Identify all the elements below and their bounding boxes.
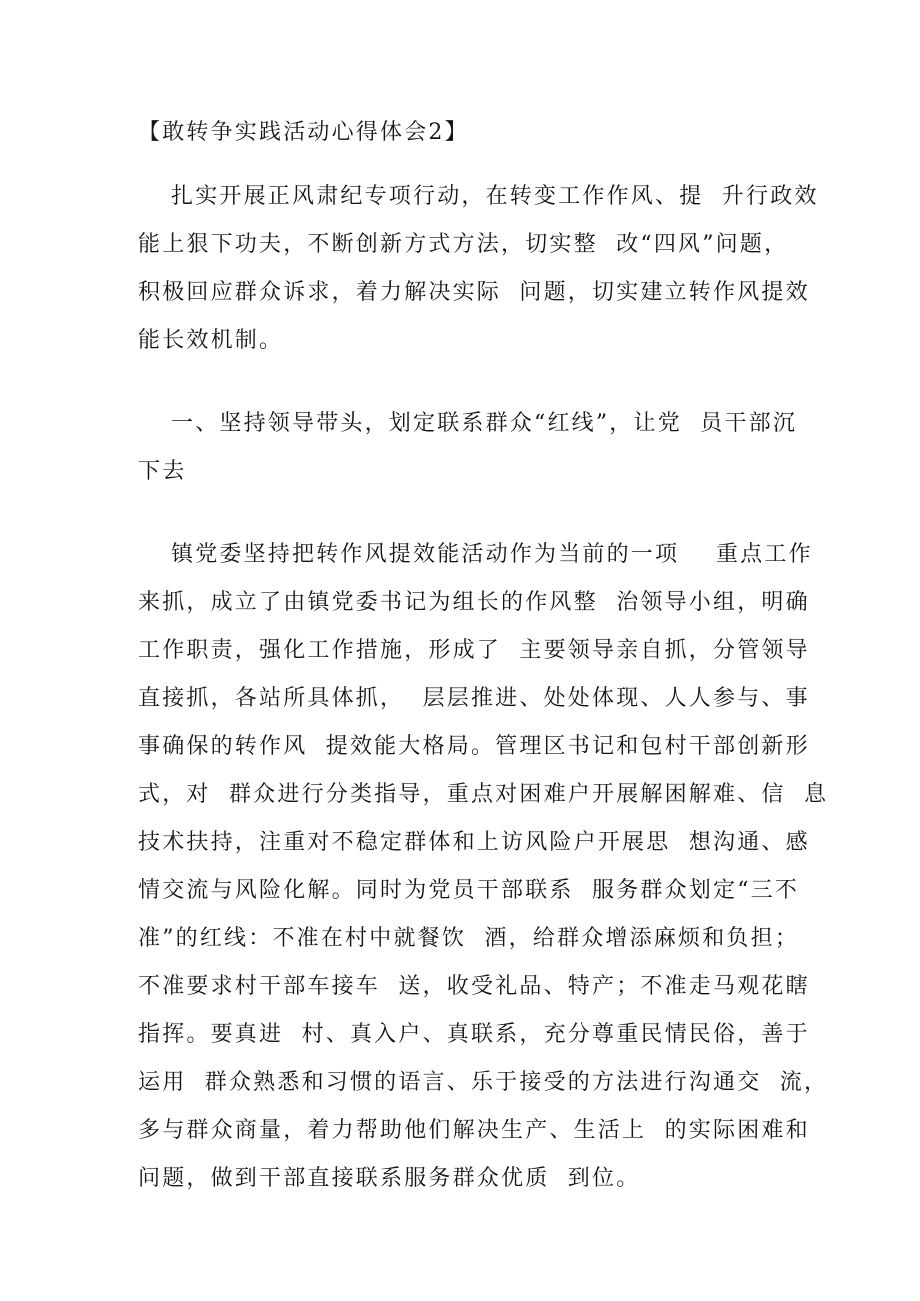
- body-line: 工作职责，强化工作措施，形成了 主要领导亲自抓，分管领导: [138, 638, 810, 663]
- body-line: 指挥。要真进 村、真入户、真联系，充分尊重民情民俗，善于: [138, 1022, 810, 1047]
- body-line: 技术扶持，注重对不稳定群体和上访风险户开展思 想沟通、感: [138, 830, 810, 855]
- body-line: 不准要求村干部车接车 送，收受礼品、特产；不准走马观花瞎: [138, 974, 810, 999]
- section-heading-line: 一、坚持领导带头，划定联系群众“红线”，让党 员干部沉: [171, 411, 798, 436]
- body-line: 镇党委坚持把转作风提效能活动作为当前的一项 重点工作: [171, 542, 813, 567]
- intro-line: 积极回应群众诉求，着力解决实际 问题，切实建立转作风提效: [138, 280, 810, 305]
- intro-line: 能上狠下功夫，不断创新方式方法，切实整 改“四风”问题，: [138, 232, 789, 257]
- body-line: 运用 群众熟悉和习惯的语言、乐于接受的方法进行沟通交 流，: [138, 1070, 829, 1095]
- body-line: 式，对 群众进行分类指导，重点对困难户开展解困解难、信 息: [138, 782, 829, 807]
- body-line: 事确保的转作风 提效能大格局。管理区书记和包村干部创新形: [138, 734, 810, 759]
- document-title: 【敢转争实践活动心得体会2】: [138, 120, 469, 145]
- body-line: 准”的红线：不准在村中就餐饮 酒，给群众增添麻烦和负担；: [138, 926, 800, 951]
- body-line: 来抓，成立了由镇党委书记为组长的作风整 治领导小组，明确: [138, 590, 810, 615]
- section-heading-line: 下去: [138, 459, 187, 484]
- body-line: 问题，做到干部直接联系服务群众优质 到位。: [138, 1166, 641, 1191]
- body-line: 多与群众商量，着力帮助他们解决生产、生活上 的实际困难和: [138, 1118, 810, 1143]
- body-line: 直接抓，各站所具体抓， 层层推进、处处体现、人人参与、事: [138, 686, 810, 711]
- body-line: 情交流与风险化解。同时为党员干部联系 服务群众划定“三不: [138, 878, 800, 903]
- intro-line: 能长效机制。: [138, 328, 284, 353]
- intro-line: 扎实开展正风肃纪专项行动，在转变工作作风、提 升行政效: [171, 184, 819, 209]
